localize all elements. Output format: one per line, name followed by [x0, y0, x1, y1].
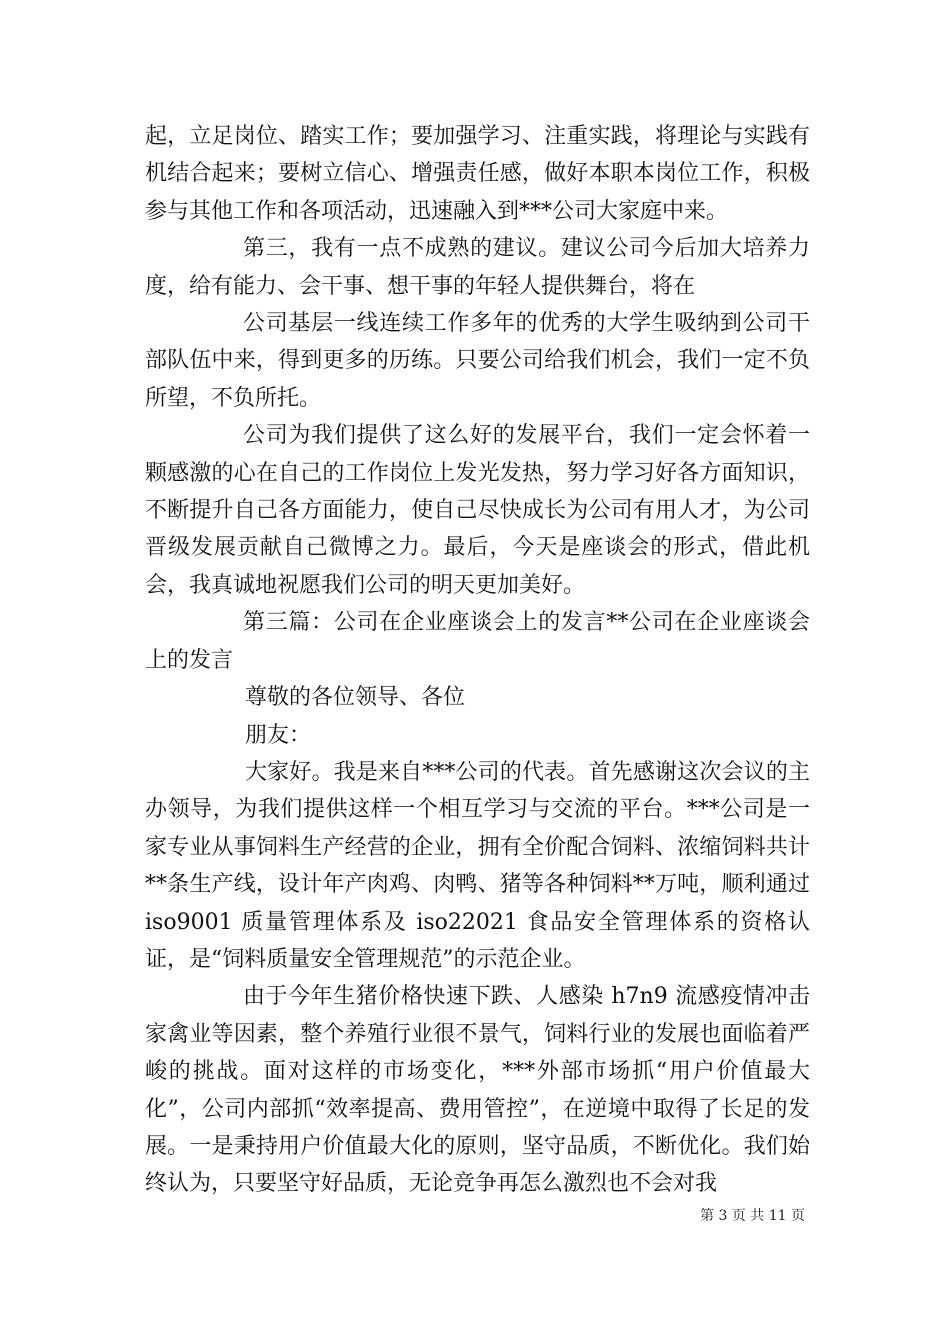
paragraph-1: 起，立足岗位、踏实工作；要加强学习、注重实践，将理论与实践有机结合起来；要树立信心、增强责任感，做好本职本岗位工作，积极参与其他工作和各项活动，迅速融入到***公司大家庭中来。 — [145, 124, 810, 224]
paragraph-4: 公司为我们提供了这么好的发展平台，我们一定会怀着一颗感激的心在自己的工作岗位上发光发热，努力学习好各方面知识，不断提升自己各方面能力，使自己尽快成长为公司有用人才，为公司晋级发展贡献自己微博之力。最后，今天是座谈会的形式，借此机会，我真诚地祝愿我们公司的明天更加美好。 — [145, 423, 810, 598]
paragraph-3: 公司基层一线连续工作多年的优秀的大学生吸纳到公司干部队伍中来，得到更多的历练。只要公司给我们机会，我们一定不负所望，不负所托。 — [145, 311, 810, 411]
page-number: 第 3 页 共 11 页 — [700, 1208, 805, 1224]
salutation-line-2: 朋友： — [245, 722, 312, 748]
paragraph-5: 大家好。我是来自***公司的代表。首先感谢这次会议的主办领导，为我们提供这样一个相互学习与交流的平台。***公司是一家专业从事饲料生产经营的企业，拥有全价配合饲料、浓缩饲料共计**条生产线，设计年产肉鸡、肉鸭、猪等各种饲料**万吨，顺利通过 iso9001 质量管理体系及 iso22021 食品安全管理体系的资格认证，是“饲料质量安全管理规范”的示范企业。 — [145, 759, 810, 972]
salutation-line-1: 尊敬的各位领导、各位 — [245, 685, 466, 711]
paragraph-2: 第三，我有一点不成熟的建议。建议公司今后加大培养力度，给有能力、会干事、想干事的年轻人提供舞台，将在 — [145, 236, 810, 299]
section-heading: 第三篇：公司在企业座谈会上的发言**公司在企业座谈会上的发言 — [145, 610, 810, 673]
paragraph-6: 由于今年生猪价格快速下跌、人感染 h7n9 流感疫情冲击家禽业等因素，整个养殖行业很不景气，饲料行业的发展也面临着严峻的挑战。面对这样的市场变化，***外部市场抓“用户价值最大化”，公司内部抓“效率提高、费用管控”，在逆境中取得了长足的发展。一是秉持用户价值最大化的原则，坚守品质，不断优化。我们始终认为，只要坚守好品质，无论竞争再怎么激烈也不会对我 — [145, 984, 810, 1197]
document-body — [145, 118, 810, 1203]
